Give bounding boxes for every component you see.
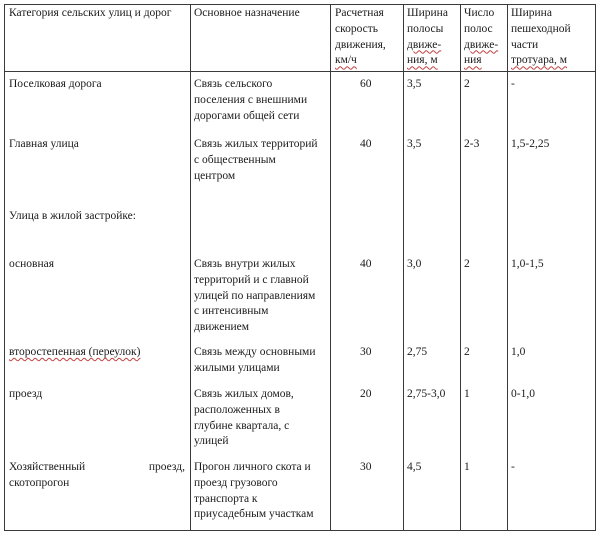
row-purpose-line: Связь жилых домов, — [194, 388, 294, 400]
header-lane-width-line: движе- — [407, 38, 442, 51]
row-sidewalk: - — [511, 78, 515, 90]
row-lane-width: 3,0 — [407, 258, 422, 270]
header-lane-width — [407, 6, 448, 69]
header-sidewalk-line: пешеходной — [511, 22, 571, 35]
row-lane-width: 4,5 — [407, 461, 422, 473]
row-purpose-line: поселения с внешними — [194, 93, 308, 106]
row-lane-width: 3,5 — [407, 138, 422, 150]
row-purpose-line: проезд грузового — [194, 476, 278, 489]
row-purpose-line: улицей по направлениям — [194, 289, 316, 302]
row-category: второстепенная (переулок) — [9, 346, 141, 358]
header-sidewalk-line: Ширина — [511, 7, 552, 19]
row-purpose-line: дорогами общей сети — [194, 109, 300, 122]
header-speed-line: км/ч — [335, 54, 357, 67]
column-divider — [403, 5, 404, 530]
row-sidewalk: 0-1,0 — [511, 388, 535, 400]
header-speed-line: движения, — [335, 38, 386, 51]
row-purpose-line: расположенных в — [194, 403, 280, 416]
header-sidewalk — [511, 6, 571, 69]
section-heading: Улица в жилой застройке: — [9, 210, 136, 222]
header-speed-line: скорость — [335, 22, 379, 35]
row-purpose-line: Связь жилых территорий — [194, 138, 318, 150]
row-lanes: 2-3 — [464, 138, 480, 150]
row-category-word: проезд, — [148, 461, 185, 473]
row-category — [9, 460, 185, 492]
header-category: Категория сельских улиц и дорог — [9, 7, 172, 19]
column-divider — [330, 5, 331, 530]
row-purpose-line: с общественным — [194, 153, 276, 166]
row-lane-width: 3,5 — [407, 78, 422, 90]
header-lanes — [464, 6, 498, 69]
column-divider — [507, 5, 508, 530]
row-category-line — [9, 460, 185, 476]
header-lane-width-line: полосы — [407, 22, 444, 35]
row-purpose-line: транспорта к — [194, 492, 258, 505]
row-purpose — [194, 257, 315, 336]
header-speed-line: Расчетная — [335, 7, 384, 19]
row-speed: 40 — [360, 138, 372, 150]
header-purpose: Основное назначение — [194, 7, 300, 19]
row-lane-width: 2,75 — [407, 346, 428, 358]
row-speed: 20 — [360, 388, 372, 400]
row-speed: 40 — [360, 258, 372, 270]
road-categories-table — [4, 4, 596, 531]
column-divider — [460, 5, 461, 530]
row-purpose-line: Прогон личного скота и — [194, 461, 311, 473]
row-lanes: 1 — [464, 388, 470, 400]
header-lane-width-line: Ширина — [407, 7, 448, 19]
header-divider — [5, 71, 595, 72]
header-lanes-line: движе- — [464, 38, 499, 51]
row-category: проезд — [9, 388, 43, 400]
row-lanes: 2 — [464, 346, 470, 358]
row-sidewalk: - — [511, 461, 515, 473]
row-purpose-line: Связь внутри жилых — [194, 258, 296, 270]
row-sidewalk: 1,0 — [511, 346, 526, 358]
row-lanes: 2 — [464, 78, 470, 90]
row-lanes: 2 — [464, 258, 470, 270]
row-category: основная — [9, 258, 55, 270]
row-sidewalk: 1,0-1,5 — [511, 258, 544, 270]
row-purpose-line: глубине квартала, с — [194, 419, 290, 432]
row-purpose — [194, 77, 307, 124]
row-category-word: Хозяйственный — [9, 461, 86, 473]
row-category-line: скотопрогон — [9, 476, 70, 489]
row-category: Главная улица — [9, 138, 79, 150]
row-category: Поселковая дорога — [9, 78, 102, 90]
row-purpose — [194, 137, 318, 184]
row-sidewalk: 1,5-2,25 — [511, 138, 550, 150]
row-purpose-line: жилыми улицами — [194, 361, 280, 374]
row-purpose-line: центром — [194, 169, 236, 182]
row-speed: 30 — [360, 461, 372, 473]
header-lanes-line: ния — [464, 54, 482, 67]
row-purpose-line: с интенсивным — [194, 305, 269, 318]
row-purpose — [194, 345, 316, 377]
header-speed — [335, 6, 386, 69]
header-sidewalk-line: части — [511, 38, 539, 51]
row-purpose-line: движением — [194, 321, 250, 334]
row-purpose-line: территорий и с главной — [194, 273, 309, 286]
row-purpose-line: приусадебным участкам — [194, 508, 314, 521]
column-divider — [190, 5, 191, 530]
row-purpose-line: Связь сельского — [194, 78, 273, 90]
row-lanes: 1 — [464, 461, 470, 473]
header-sidewalk-line: тротуара, м — [511, 54, 567, 67]
header-lanes-line: Число — [464, 7, 495, 19]
row-speed: 60 — [360, 78, 372, 90]
row-lane-width: 2,75-3,0 — [407, 388, 446, 400]
row-purpose-line: улицей — [194, 435, 229, 448]
row-speed: 30 — [360, 346, 372, 358]
row-purpose-line: Связь между основными — [194, 346, 316, 358]
row-purpose — [194, 387, 294, 450]
header-lane-width-line: ния, м — [407, 54, 438, 67]
row-purpose — [194, 460, 314, 523]
header-lanes-line: полос — [464, 22, 493, 35]
